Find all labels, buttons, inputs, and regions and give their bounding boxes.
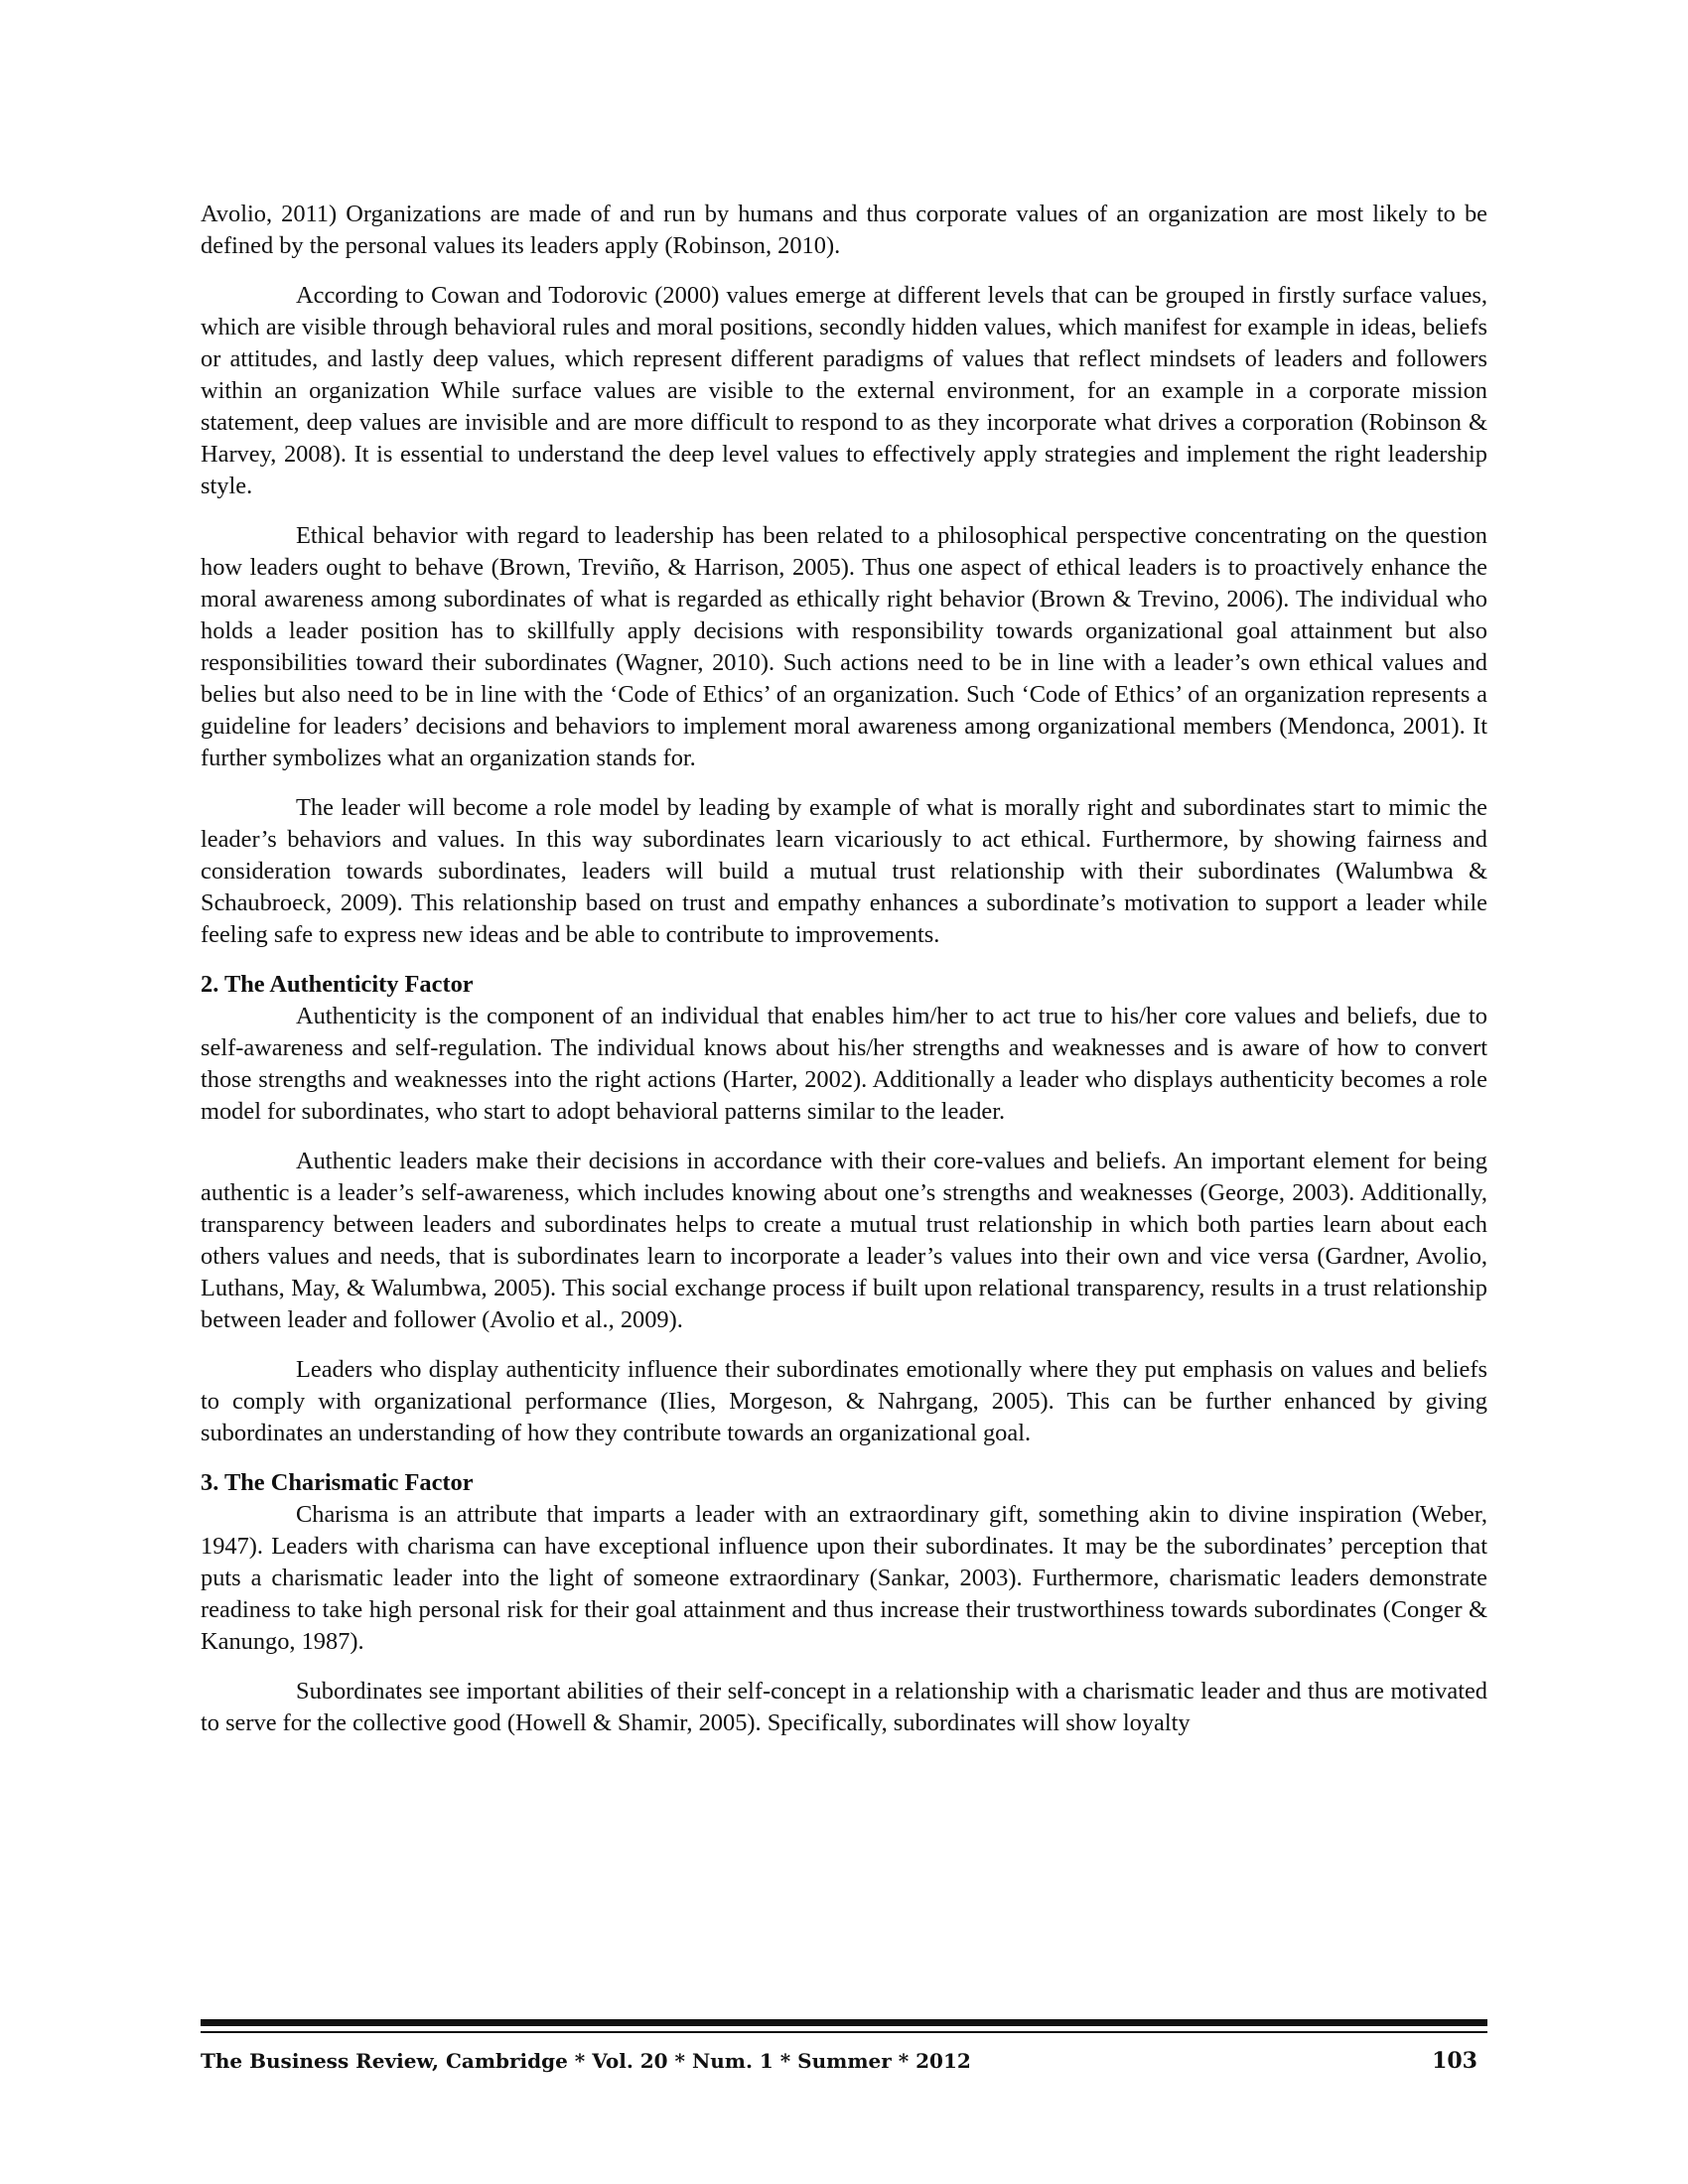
body-paragraph: Subordinates see important abilities of their self-concept in a relationship with a charismatic leader and thus are motivated to serve for the collective good (Howell & Shamir, 2005). Specifically, subordinates will show loyalty [201, 1678, 1487, 1736]
body-paragraph: Authentic leaders make their decisions in accordance with their core-values and beliefs. An important element for being authentic is a leader’s self-awareness, which includes knowing about one’s strengths and weaknesses (George, 2003). Additionally, transparency between leaders and subordinates helps to create a mutual trust relationship in which both parties learn about each others values and needs, that is subordinates learn to incorporate a leader’s values into their own and vice versa (Gardner, Avolio, Luthans, May, & Walumbwa, 2005). This social exchange process if built upon relational transparency, results in a trust relationship between leader and follower (Avolio et al., 2009). [201, 1148, 1487, 1333]
footer-rule-thick [201, 2019, 1487, 2026]
body-paragraph: Charisma is an attribute that imparts a leader with an extraordinary gift, something akin to divine inspiration (Weber, 1947). Leaders with charisma can have exceptional influence upon their subordinates. It may be the subordinates’ perception that puts a charismatic leader into the light of someone extraordinary (Sankar, 2003). Furthermore, charismatic leaders demonstrate readiness to take high personal risk for their goal attainment and thus increase their trustworthiness towards subordinates (Conger & Kanungo, 1987). [201, 1501, 1487, 1655]
body-paragraph: Ethical behavior with regard to leadership has been related to a philosophical perspective concentrating on the question how leaders ought to behave (Brown, Treviño, & Harrison, 2005). Thus one aspect of ethical leaders is to proactively enhance the moral awareness among subordinates of what is regarded as ethically right behavior (Brown & Trevino, 2006). The individual who holds a leader position has to skillfully apply decisions with responsibility towards organizational goal attainment but also responsibilities toward their subordinates (Wagner, 2010). Such actions need to be in line with a leader’s own ethical values and belies but also need to be in line with the ‘Code of Ethics’ of an organization. Such ‘Code of Ethics’ of an organization represents a guideline for leaders’ decisions and behaviors to implement moral awareness among organizational members (Mendonca, 2001). It further symbolizes what an organization stands for. [201, 522, 1487, 771]
body-paragraph: According to Cowan and Todorovic (2000) values emerge at different levels that can be grouped in firstly surface values, which are visible through behavioral rules and moral positions, secondly hidden values, which manifest for example in ideas, beliefs or attitudes, and lastly deep values, which represent different paradigms of values that reflect mindsets of leaders and followers within an organization While surface values are visible to the external environment, for an example in a corporate mission statement, deep values are invisible and are more difficult to respond to as they incorporate what drives a corporation (Robinson & Harvey, 2008). It is essential to understand the deep level values to effectively apply strategies and implement the right leadership style. [201, 282, 1487, 499]
body-paragraph: Leaders who display authenticity influence their subordinates emotionally where they put emphasis on values and beliefs to comply with organizational performance (Ilies, Morgeson, & Nahrgang, 2005). This can be further enhanced by giving subordinates an understanding of how they contribute towards an organizational goal. [201, 1356, 1487, 1446]
page-number: 103 [1432, 2048, 1477, 2074]
footer-journal-citation: The Business Review, Cambridge * Vol. 20 * Num. 1 * Summer * 2012 [201, 2049, 971, 2073]
section-heading-charismatic: 3. The Charismatic Factor [201, 1469, 474, 1496]
section-heading-authenticity: 2. The Authenticity Factor [201, 971, 474, 998]
footer-rule-thin [201, 2031, 1487, 2033]
body-paragraph: Avolio, 2011) Organizations are made of and run by humans and thus corporate values of an organization are most likely to be defined by the personal values its leaders apply (Robinson, 2010). [201, 201, 1487, 259]
body-paragraph: The leader will become a role model by leading by example of what is morally right and subordinates start to mimic the leader’s behaviors and values. In this way subordinates learn vicariously to act ethical. Furthermore, by showing fairness and consideration towards subordinates, leaders will build a mutual trust relationship with their subordinates (Walumbwa & Schaubroeck, 2009). This relationship based on trust and empathy enhances a subordinate’s motivation to support a leader while feeling safe to express new ideas and be able to contribute to improvements. [201, 794, 1487, 948]
body-paragraph: Authenticity is the component of an individual that enables him/her to act true to his/her core values and beliefs, due to self-awareness and self-regulation. The individual knows about his/her strengths and weaknesses and is aware of how to convert those strengths and weaknesses into the right actions (Harter, 2002). Additionally a leader who displays authenticity becomes a role model for subordinates, who start to adopt behavioral patterns similar to the leader. [201, 1003, 1487, 1125]
page-body [201, 199, 1487, 1757]
